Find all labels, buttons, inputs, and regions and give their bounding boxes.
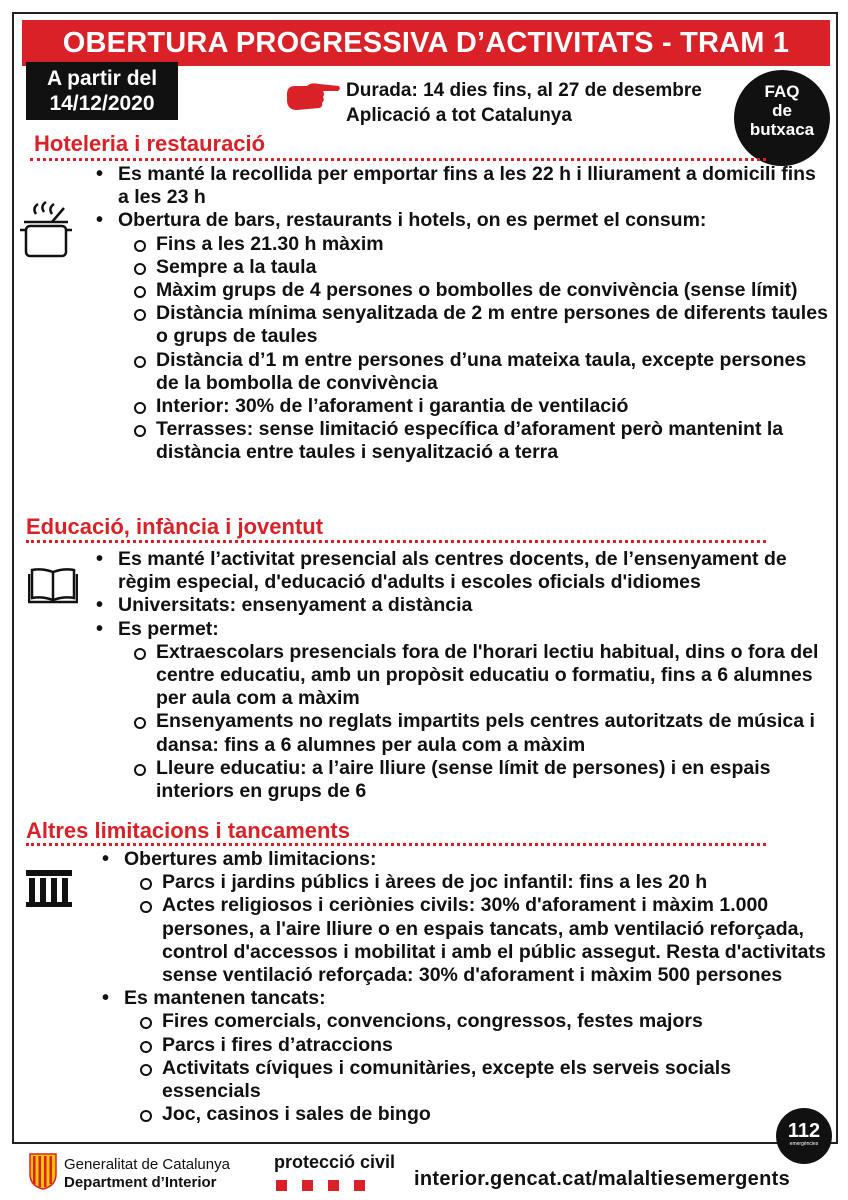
sub-list-item: Ensenyaments no reglats impartits pels centres autoritzats de música i dansa: fins a 6 alumnes per aula com a màxim: [128, 710, 832, 756]
sub-list-item: Extraescolars presencials fora de l'horari lectiu habitual, dins o fora del centre educatiu, amb un propòsit educatiu o formatiu, fins a 6 alumnes per aula com a màxim: [128, 641, 832, 711]
sub-list-item: Parcs i jardins públics i àrees de joc infantil: fins a les 20 h: [134, 871, 832, 894]
sub-list-item: Parcs i fires d’atraccions: [134, 1034, 832, 1057]
sub-list: [128, 641, 832, 803]
sub-list: [128, 233, 832, 465]
section-title-hoteleria: Hoteleria i restauració: [34, 131, 266, 156]
emergency-label: emergències: [789, 1141, 819, 1147]
generalitat-name: Generalitat de Catalunya: [64, 1156, 230, 1173]
faq-line: FAQ: [764, 82, 800, 101]
section-divider: [26, 540, 766, 543]
start-date-badge: [26, 62, 178, 120]
section-title-educacio: Educació, infància i joventut: [26, 514, 324, 539]
sub-list-item: Interior: 30% de l’aforament i garantia de ventilació: [128, 395, 832, 418]
logo-square: [328, 1180, 339, 1191]
list-item-text: Es mantenen tancats:: [124, 987, 326, 1010]
hoteleria-list: [90, 163, 832, 465]
section-title-altres: Altres limitacions i tancaments: [26, 818, 350, 843]
columns-building-icon: [24, 868, 74, 908]
proteccio-civil-logo: protecció civil: [274, 1152, 396, 1172]
sub-list-item: Distància d’1 m entre persones d’una mateixa taula, excepte persones de la bombolla de convivència: [128, 349, 832, 395]
duration-text: Durada: 14 dies fins, al 27 de desembre: [346, 80, 702, 101]
duration-info: [346, 78, 702, 128]
emergency-number: 112: [787, 1120, 821, 1142]
sub-list: [134, 871, 832, 987]
start-date-label: A partir del: [46, 67, 158, 90]
list-item: [96, 987, 832, 1126]
start-date-value: 14/12/2020: [49, 92, 155, 115]
scope-text: Aplicació a tot Catalunya: [346, 105, 572, 126]
faq-line: de: [772, 101, 792, 120]
sub-list-item: Sempre a la taula: [128, 256, 832, 279]
sub-list-item: Lleure educatiu: a l’aire lliure (sense límit de persones) i en espais interiors en grups de 6: [128, 757, 832, 803]
list-item-text: Obertures amb limitacions:: [124, 848, 377, 870]
sub-list-item: Fires comercials, convencions, congressos, festes majors: [134, 1010, 832, 1033]
pointing-hand-icon: [285, 82, 341, 112]
faq-badge: [734, 70, 830, 166]
website-link[interactable]: interior.gencat.cat/malaltiesemergents: [414, 1168, 790, 1190]
list-item: • Universitats: ensenyament a distància: [90, 594, 832, 617]
list-item-text: Es permet:: [118, 617, 219, 640]
emergency-112-logo: [776, 1108, 832, 1164]
list-item: [90, 618, 832, 804]
department-name: Department d’Interior: [64, 1174, 217, 1191]
educacio-list: [90, 548, 832, 803]
sub-list-item: Màxim grups de 4 persones o bombolles de convivència (sense límit): [128, 279, 832, 302]
list-item: [96, 848, 832, 987]
sub-list-item: Fins a les 21.30 h màxim: [128, 233, 832, 256]
sub-list-item: Activitats cíviques i comunitàries, excepte els serveis socials essencials: [134, 1057, 832, 1103]
cooking-pot-icon: [18, 200, 76, 264]
section-divider: [26, 843, 766, 846]
list-item: • Es manté la recollida per emportar fins a les 22 h i lliurament a domicili fins a les 23 h: [90, 163, 832, 209]
open-book-icon: [28, 566, 78, 604]
sub-list-item: Distància mínima senyalitzada de 2 m entre persones de diferents taules o grups de taules: [128, 302, 832, 348]
sub-list-item: Actes religiosos i ceriònies civils: 30% d'aforament i màxim 1.000 persones, a l'aire lliure o en espais tancats, amb ventilació reforçada, control d'accessos i mobilitat i amb el públic assegut. Resta d'activitats sense ventilació reforçada: 30% d'aforament i màxim 500 persones: [134, 894, 832, 987]
logo-square: [302, 1180, 313, 1191]
sub-list-item: Joc, casinos i sales de bingo: [134, 1103, 832, 1126]
section-divider: [30, 158, 766, 161]
list-item-text: Obertura de bars, restaurants i hotels, on es permet el consum:: [118, 209, 707, 232]
list-item: [90, 209, 832, 464]
logo-square: [276, 1180, 287, 1191]
sub-list: [134, 1010, 832, 1126]
altres-list: [96, 848, 832, 1126]
generalitat-logo-icon: [28, 1152, 58, 1190]
sub-list-item: Terrasses: sense limitació específica d’aforament però mantenint la distància entre taules i senyalització a terra: [128, 418, 832, 464]
logo-square: [354, 1180, 365, 1191]
page-title: OBERTURA PROGRESSIVA D’ACTIVITATS - TRAM 1: [22, 20, 830, 66]
list-item: • Es manté l’activitat presencial als centres docents, de l’ensenyament de règim especial, d'educació d'adults i escoles oficials d'idiomes: [90, 548, 832, 594]
faq-line: butxaca: [749, 120, 815, 139]
